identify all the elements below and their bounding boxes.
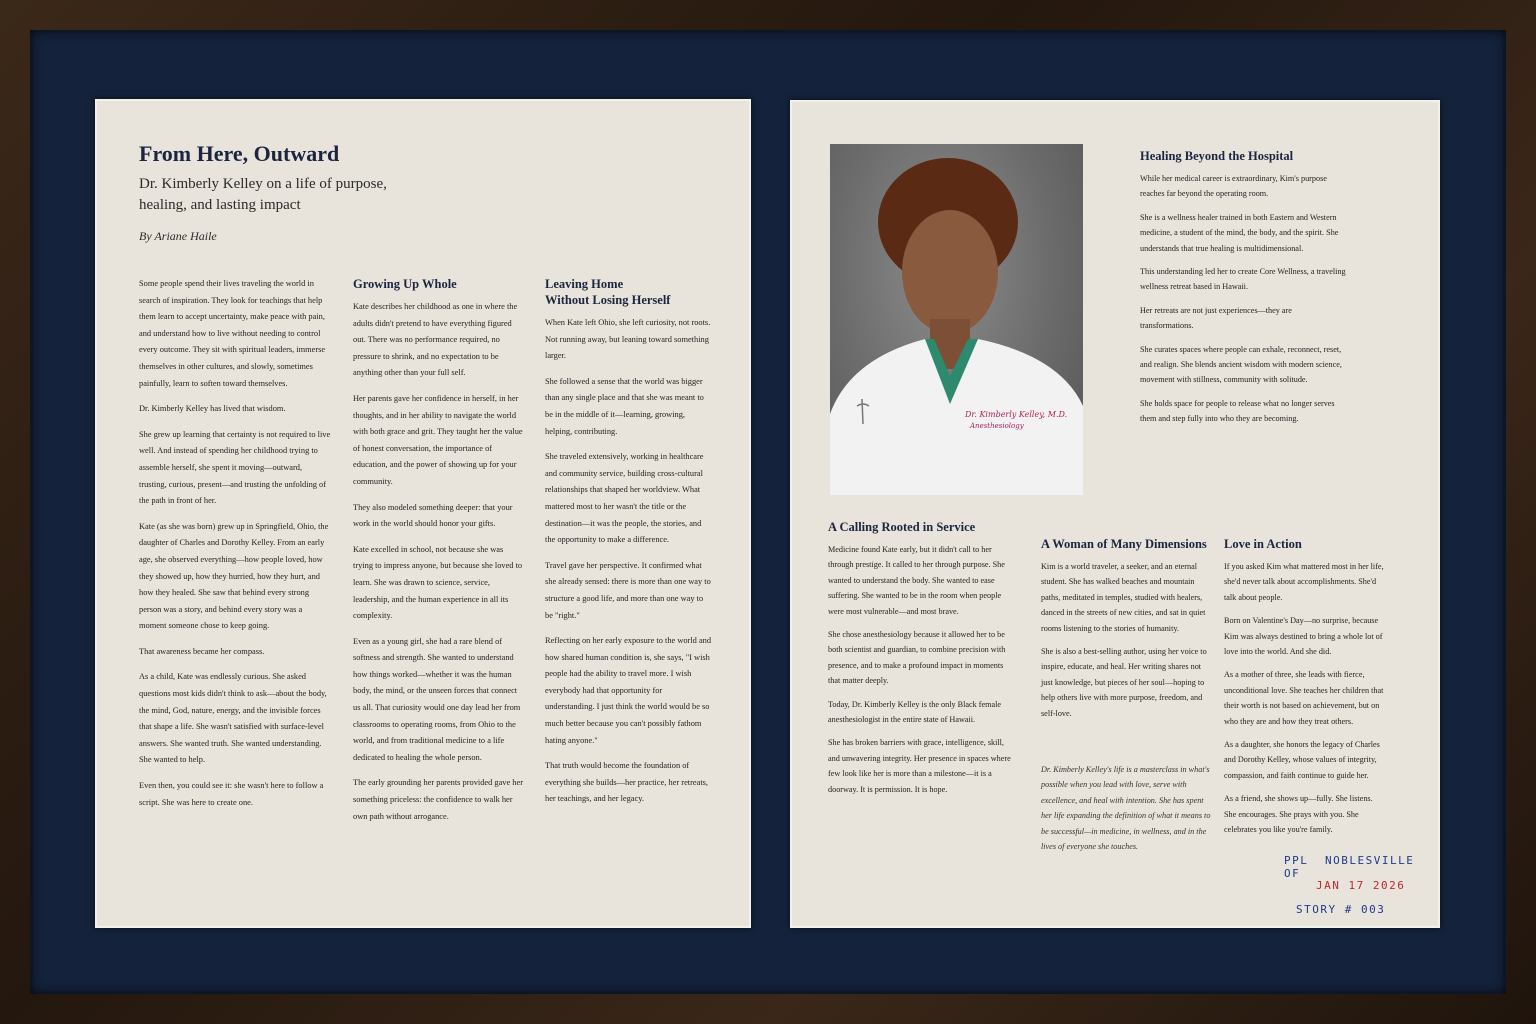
paragraph: Some people spend their lives traveling the world in search of inspiration. They look for teachings that help them learn to accept uncertainty, make peace with pain, and understand how to live without needing to control every outcome. They sit with spiritual leaders, immerse themselves in other cultures, and slowly, sometimes painfully, learn to soften toward themselves. [139,279,326,388]
paragraph: As a daughter, she honors the legacy of Charles and Dorothy Kelley, whose values of integrity, compassion, and faith continue to guide her. [1224,740,1380,780]
quote-text: Dr. Kimberly Kelley's life is a masterclass in what's possible when you lead with love, serve with excellence, and heal with intention. She has spent her life expanding the definition of what it means to be successful—in medicine, in wellness, and in the lives of everyone she touches. [1041,765,1211,852]
paragraph: Kate describes her childhood as one in where the adults didn't pretend to have everything figured out. There was no performance required, no pressure to shrink, and no expectation to be anything other than your full self. [353,302,518,378]
paragraph: As a friend, she shows up—fully. She listens. She encourages. She prays with you. She celebrates you like you're family. [1224,794,1373,835]
section-heading: Growing Up Whole [353,277,457,291]
face-shape [902,210,998,334]
paragraph: Today, Dr. Kimberly Kelley is the only Black female anesthesiologist in the entire state of Hawaii. [828,699,1002,725]
section-heading: Love in Action [1224,537,1302,551]
paragraph: Born on Valentine's Day—no surprise, because Kim was always destined to bring a whole lot of love into the world. And she did. [1224,616,1383,657]
paragraph: That truth would become the foundation of everything she builds—her practice, her retreats, her teachings, and her legacy. [545,761,709,804]
column-love [1224,536,1386,846]
heading-line: Without Losing Herself [545,293,671,307]
article-subtitle [139,174,387,216]
paragraph: She is a wellness healer trained in both Eastern and Western medicine, a student of the mind, the body, and the spirit. She understands that true healing is multidimensional. [1140,212,1339,253]
pull-quote [1041,762,1211,854]
paragraph: While her medical career is extraordinary, Kim's purpose reaches far beyond the operating room. [1140,174,1327,199]
section-heading: Healing Beyond the Hospital [1140,149,1294,163]
paragraph: Medicine found Kate early, but it didn't call to her through prestige. It called to her through purpose. She wanted to understand the body. She wanted to ease suffering. She wanted to be in the room when people were most vulnerable—and most brave. [828,545,1005,616]
paragraph: As a child, Kate was endlessly curious. She asked questions most kids didn't think to ask—about the body, the mind, God, nature, energy, and the invisible forces that shape a life. She wasn't satisfied with surface-level answers. She wanted truth. She wanted understanding. She wanted to help. [139,672,327,765]
section-heading: A Woman of Many Dimensions [1041,537,1207,551]
heading-line: Leaving Home [545,277,624,291]
right-page [790,100,1440,928]
paragraph: Even then, you could see it: she wasn't here to follow a script. She was here to create one. [139,781,324,807]
byline: By Ariane Haile [139,229,217,243]
coat-embroidery-title: Anesthesiology [970,422,1024,430]
portrait-illustration [830,144,1083,495]
paragraph: She grew up learning that certainty is not required to live well. And instead of spending her childhood trying to assemble herself, she spent it moving—outward, trusting, curious, present—and trusting the unfolding of the path in front of her. [139,429,331,506]
paragraph: She curates spaces where people can exhale, reconnect, reset, and realign. She blends ancient wisdom with modern science, movement with stillness, community with solitude. [1140,344,1342,385]
subtitle-line: Dr. Kimberly Kelley on a life of purpose, [139,176,387,192]
paragraph: They also modeled something deeper: that your work in the world should honor your gifts. [353,502,513,529]
article-title: From Here, Outward [139,141,340,166]
subtitle-line: healing, and lasting impact [139,197,301,213]
paragraph: The early grounding her parents provided gave her something priceless: the confidence to walk her own path without arrogance. [353,778,523,821]
stamp-of: OF [1284,867,1301,880]
section-heading [545,276,713,308]
paragraph: Her retreats are not just experiences—they are transformations. [1140,305,1292,331]
column-intro [139,276,331,820]
column-leaving-home [545,276,713,817]
paragraph: Kate excelled in school, not because she was trying to impress anyone, but because she loved to learn. She was drawn to science, service, leadership, and the human experience in all its complexity. [353,544,523,621]
portrait-photo [830,144,1083,495]
stamp-date: JAN 17 2026 [1316,879,1406,892]
paragraph: She chose anesthesiology because it allowed her to be both scientist and guardian, to combine precision with presence, and to make a profound impact in moments that matter deeply. [828,630,1006,686]
paragraph: This understanding led her to create Core Wellness, a traveling wellness retreat based in Hawaii. [1140,267,1346,292]
column-healing [1140,148,1346,435]
paragraph: Kim is a world traveler, a seeker, and an eternal student. She has walked beaches and mountain paths, meditated in temples, studied with healers, danced in the streets of new cities, and sat in quiet rooms listening to the stories of humanity. [1041,562,1206,633]
paragraph: When Kate left Ohio, she left curiosity, not roots. Not running away, but leaning toward something larger. [545,318,711,361]
paragraph: She has broken barriers with grace, intelligence, skill, and unwavering integrity. Her presence in spaces where few look like her is more than a milestone—it is a doorway. It is permission. It is hope. [828,738,1011,794]
left-page [95,99,751,928]
paragraph: She followed a sense that the world was bigger than any single place and that she was meant to be in the middle of it—learning, growing, helping, contributing. [545,376,704,436]
paragraph: Dr. Kimberly Kelley has lived that wisdom. [139,404,286,414]
section-heading: A Calling Rooted in Service [828,520,976,534]
column-dimensions [1041,536,1209,729]
stamp-ppl: PPL [1284,854,1309,867]
paragraph: She is also a best-selling author, using her voice to inspire, educate, and heal. Her writing shares not just knowledge, but pieces of her soul—hoping to help others live with more purpose, freedom, and self-love. [1041,647,1207,718]
paragraph: As a mother of three, she leads with fierce, unconditional love. She teaches her children that their worth is not based on achievement, but on who they are and how they treat others. [1224,670,1384,726]
paragraph: If you asked Kim what mattered most in her life, she'd never talk about accomplishments. She'd talk about people. [1224,562,1384,602]
paragraph: Even as a young girl, she had a rare blend of softness and strength. She wanted to understand how things worked—whether it was the human body, the mind, or the unseen forces that connect us all. That curiosity would one day lead her from classrooms to operating rooms, from Ohio to the world, and from traditional medicine to a life dedicated to healing the whole person. [353,636,521,762]
paragraph: That awareness became her compass. [139,646,265,656]
paragraph: Kate (as she was born) grew up in Springfield, Ohio, the daughter of Charles and Dorothy Kelley. From an early age, she observed everything—how people loved, how they showed up, how they hurried, how they hurt, and how they healed. She saw that behind every strong person was a story, and behind every story was a moment someone chose to keep going. [139,521,329,631]
paragraph: She holds space for people to release what no longer serves them and step fully into who they are becoming. [1140,398,1335,424]
paragraph: Travel gave her perspective. It confirmed what she already sensed: there is more than one way to structure a good life, and more than one way to be "right." [545,560,711,620]
coat-embroidery-name: Dr. Kimberly Kelley, M.D. [965,410,1068,419]
stamp-story-number: STORY # 003 [1296,903,1386,916]
column-growing-up [353,276,525,834]
stamp-city: NOBLESVILLE [1325,854,1415,867]
paragraph: Reflecting on her early exposure to the world and how shared human condition is, she says, "I wish people had the ability to travel more. I wish everybody had that opportunity for understanding. I just think the world would be so much better because you can't possibly fathom hating anyone." [545,636,712,745]
paragraph: Her parents gave her confidence in herself, in her thoughts, and in her ability to navigate the world with both grace and grit. They taught her the value of honest conversation, the importance of education, and the power of showing up for your community. [353,393,523,486]
paragraph: She traveled extensively, working in healthcare and community service, building cross-cultural relationships that shaped her worldview. What mattered most to her wasn't the title or the destination—it was the people, the stories, and the opportunity to make a difference. [545,452,704,545]
column-calling [828,519,1014,805]
library-stamp [1284,854,1424,924]
